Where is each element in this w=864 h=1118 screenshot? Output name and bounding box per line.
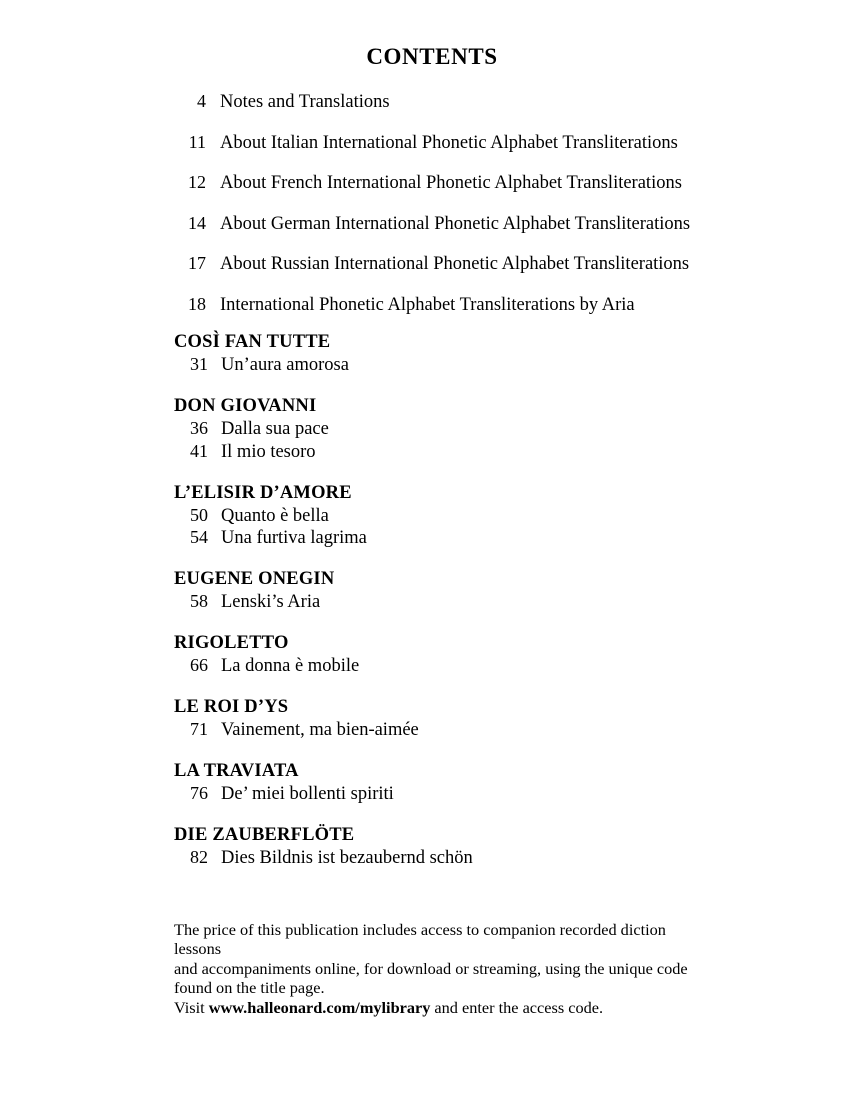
aria-page-number: 31 — [190, 354, 208, 374]
opera-title: RIGOLETTO — [174, 633, 289, 653]
front-matter-row[interactable] — [174, 88, 794, 129]
aria-page-number: 50 — [190, 504, 208, 525]
footnote-line-4 — [174, 998, 704, 1017]
front-matter-label: International Phonetic Alphabet Transliterations by Aria — [220, 294, 635, 315]
aria-row[interactable] — [174, 591, 794, 614]
opera-title: LE ROI D’YS — [174, 697, 289, 717]
opera-title: L’ELISIR D’AMORE — [174, 482, 352, 503]
aria-page-number: 82 — [190, 847, 208, 867]
mylibrary-url[interactable]: www.halleonard.com/mylibrary — [208, 997, 431, 1017]
aria-title: Vainement, ma bien-aimée — [221, 720, 419, 740]
front-matter-page-number: 17 — [188, 253, 206, 274]
aria-page-number: 76 — [190, 783, 208, 803]
aria-row[interactable] — [174, 505, 794, 528]
front-matter-label: Notes and Translations — [220, 92, 390, 112]
opera-title: DIE ZAUBERFLÖTE — [174, 825, 355, 845]
footnote-line-1: The price of this publication includes access to companion recorded diction lessons — [174, 920, 666, 959]
opera-section — [174, 632, 794, 678]
aria-title: Il mio tesoro — [221, 441, 316, 462]
front-matter-row[interactable] — [174, 129, 794, 170]
aria-page-number: 58 — [190, 591, 208, 611]
opera-section — [174, 482, 794, 550]
opera-section — [174, 696, 794, 742]
aria-page-number: 54 — [190, 527, 208, 547]
front-matter-page-number: 18 — [188, 293, 206, 314]
front-matter-list — [174, 88, 794, 332]
front-matter-page-number: 11 — [188, 131, 206, 152]
aria-row[interactable] — [174, 354, 794, 377]
opera-title: COSÌ FAN TUTTE — [174, 332, 331, 352]
footnote-line-2: and accompaniments online, for download or streaming, using the unique code — [174, 958, 688, 978]
aria-row[interactable] — [174, 783, 794, 806]
aria-title: Una furtiva lagrima — [221, 528, 367, 548]
opera-sections-list — [174, 331, 794, 888]
opera-section — [174, 331, 794, 377]
front-matter-label: About Russian International Phonetic Alphabet Transliterations — [220, 254, 690, 275]
aria-row[interactable] — [174, 418, 794, 441]
aria-row[interactable] — [174, 719, 794, 742]
front-matter-row[interactable] — [174, 169, 794, 210]
front-matter-page-number: 12 — [188, 172, 206, 193]
aria-title: Lenski’s Aria — [221, 592, 321, 612]
front-matter-row[interactable] — [174, 291, 794, 332]
aria-title: De’ miei bollenti spiriti — [221, 784, 394, 804]
access-code-note — [174, 920, 704, 1017]
aria-page-number: 36 — [190, 418, 208, 438]
opera-title: EUGENE ONEGIN — [174, 569, 335, 589]
aria-page-number: 41 — [190, 440, 208, 461]
opera-title: LA TRAVIATA — [174, 761, 299, 781]
aria-page-number: 66 — [190, 655, 208, 675]
aria-row[interactable] — [174, 527, 794, 550]
opera-title: DON GIOVANNI — [174, 396, 317, 416]
aria-title: Dalla sua pace — [221, 419, 329, 439]
aria-title: Dies Bildnis ist bezaubernd schön — [221, 848, 473, 868]
front-matter-row[interactable] — [174, 210, 794, 251]
footnote-visit-suffix: and enter the access code. — [430, 997, 604, 1017]
footnote-visit-prefix: Visit — [174, 997, 209, 1017]
front-matter-label: About Italian International Phonetic Alphabet Transliterations — [220, 132, 678, 153]
aria-page-number: 71 — [190, 719, 208, 739]
front-matter-page-number: 14 — [188, 212, 206, 233]
opera-section — [174, 824, 794, 870]
opera-section — [174, 760, 794, 806]
front-matter-label: About French International Phonetic Alphabet Transliterations — [220, 173, 682, 194]
aria-title: Quanto è bella — [221, 505, 329, 526]
front-matter-page-number: 4 — [197, 91, 206, 111]
aria-title: La donna è mobile — [221, 656, 360, 676]
opera-section — [174, 395, 794, 463]
front-matter-label: About German International Phonetic Alphabet Transliterations — [220, 213, 691, 234]
aria-row[interactable] — [174, 441, 794, 464]
opera-section — [174, 568, 794, 614]
page-title: CONTENTS — [366, 44, 498, 69]
aria-row[interactable] — [174, 847, 794, 870]
aria-title: Un’aura amorosa — [221, 355, 349, 375]
footnote-line-3: found on the title page. — [174, 978, 325, 998]
front-matter-row[interactable] — [174, 250, 794, 291]
aria-row[interactable] — [174, 655, 794, 678]
